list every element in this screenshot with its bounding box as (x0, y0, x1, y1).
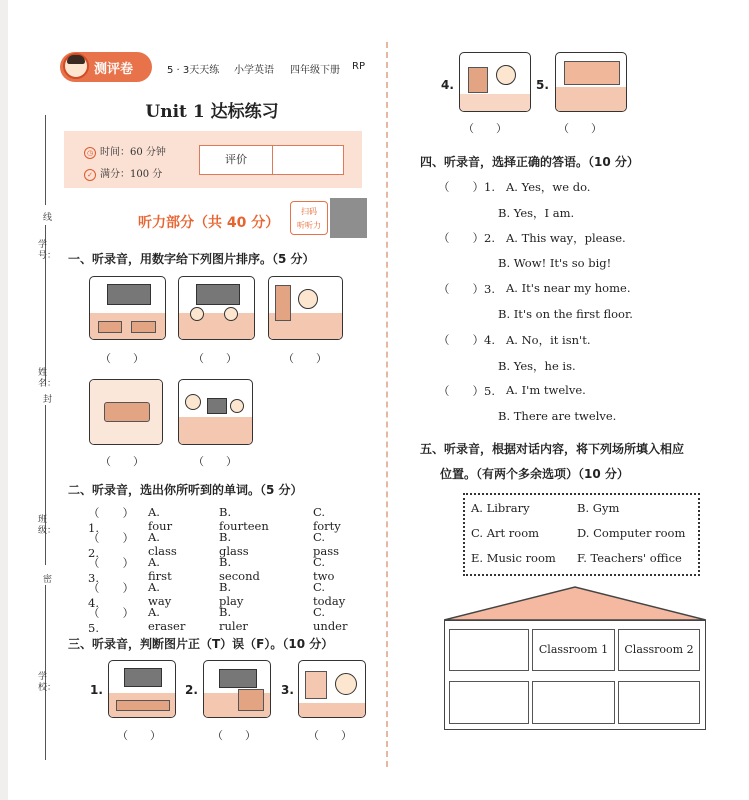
picture-number: 2. (185, 683, 198, 697)
option-c: C. forty (313, 505, 341, 533)
picture-number: 5. (536, 78, 549, 92)
name-label: 姓名： (38, 368, 57, 389)
q-number[interactable]: （ ）1. (88, 506, 134, 535)
section1-heading: 一、听录音，用数字给下列图片排序。（5 分） (68, 252, 315, 266)
listening-heading: 听力部分（共 40 分） (138, 215, 280, 231)
answer-b: B. Wow! It's so big! (498, 256, 612, 270)
answer-paren[interactable]: （ ） (100, 352, 144, 365)
answer-paren[interactable]: （ ） (193, 455, 237, 468)
answer-a: A. This way，please. (506, 231, 626, 245)
option-c: C. under (313, 605, 348, 633)
word-option: B. Gym (577, 501, 620, 515)
answer-b: B. Yes，he is. (498, 359, 576, 373)
picture-library-shelves (555, 52, 627, 112)
option-b: B. second (219, 555, 260, 583)
picture-classroom-desks (89, 276, 166, 340)
q-number[interactable]: （ ）1. (438, 180, 495, 194)
blank-room[interactable] (532, 681, 615, 724)
binding-mi-label: 密 (43, 575, 53, 585)
classroom-2: Classroom 2 (618, 629, 700, 671)
picture-girl-garden (459, 52, 531, 112)
option-a: A. eraser (148, 605, 186, 633)
word-option: C. Art room (471, 526, 540, 540)
check-icon: ✓ (84, 169, 96, 181)
answer-a: A. I'm twelve. (506, 383, 586, 397)
subject-name: 小学英语 (234, 65, 274, 76)
q-number[interactable]: （ ）5. (438, 384, 495, 398)
class-label: 班级： (38, 515, 57, 536)
answer-paren[interactable]: （ ） (558, 122, 602, 135)
blank-room[interactable] (618, 681, 700, 724)
picture-computer-room (178, 276, 255, 340)
picture-number: 1. (90, 683, 103, 697)
column-divider (386, 42, 388, 767)
mascot-icon (63, 53, 89, 79)
evaluation-label: 评价 (200, 146, 273, 174)
answer-paren[interactable]: （ ） (463, 122, 507, 135)
answer-paren[interactable]: （ ） (212, 729, 256, 742)
word-option: E. Music room (471, 551, 556, 565)
picture-table-tennis (89, 379, 163, 445)
answer-b: B. There are twelve. (498, 409, 617, 423)
section2-heading: 二、听录音，选出你所听到的单词。（5 分） (68, 483, 303, 497)
answer-a: A. No，it isn't. (506, 333, 591, 347)
listen-label: 听听力 (297, 221, 321, 230)
word-bank (463, 493, 700, 576)
answer-paren[interactable]: （ ） (100, 455, 144, 468)
option-a: A. four (148, 505, 173, 533)
picture-classroom (108, 660, 176, 718)
section3-heading: 三、听录音，判断图片正（T）误（F）。（10 分） (68, 637, 334, 651)
series-badge (60, 52, 152, 82)
school-building (444, 620, 706, 730)
scan-label: 扫码 (301, 207, 317, 216)
school-label: 学校： (38, 672, 57, 693)
badge-text: 测评卷 (94, 62, 134, 77)
option-a: A. way (148, 580, 172, 608)
word-option: F. Teachers' office (577, 551, 682, 565)
q-number[interactable]: （ ）3. (438, 282, 495, 296)
answer-paren[interactable]: （ ） (193, 352, 237, 365)
full-score: 满分：100 分 (100, 169, 163, 180)
blank-room[interactable] (449, 629, 529, 671)
option-c: C. two (313, 555, 335, 583)
qr-code[interactable] (330, 198, 367, 238)
grade-name: 四年级下册 (290, 65, 340, 76)
student-id-label: 学号： (38, 240, 57, 261)
section4-heading: 四、听录音，选择正确的答语。（10 分） (420, 155, 639, 169)
q-number[interactable]: （ ）4. (438, 333, 495, 347)
picture-girl-art (298, 660, 366, 718)
picture-number: 4. (441, 78, 454, 92)
q-number[interactable]: （ ）2. (88, 531, 134, 560)
answer-a: A. It's near my home. (506, 281, 631, 295)
option-b: B. play (219, 580, 244, 608)
scan-audio-badge[interactable] (290, 201, 328, 235)
answer-b: B. Yes，I am. (498, 206, 575, 220)
binding-line (45, 115, 46, 205)
option-b: B. fourteen (219, 505, 269, 533)
series-name: 5 · 3天天练 (167, 65, 220, 76)
classroom-1: Classroom 1 (532, 629, 615, 671)
answer-a: A. Yes，we do. (506, 180, 591, 194)
section5-heading-line2: 位置。（有两个多余选项）（10 分） (440, 467, 629, 481)
q-number[interactable]: （ ）4. (88, 581, 134, 610)
q-number[interactable]: （ ）3. (88, 556, 134, 585)
house-roof (444, 586, 706, 620)
option-c: C. pass (313, 530, 340, 558)
time-limit: 时间：60 分钟 (100, 147, 166, 158)
answer-b: B. It's on the first floor. (498, 307, 633, 321)
evaluation-box (199, 145, 344, 175)
answer-paren[interactable]: （ ） (308, 729, 352, 742)
option-c: C. today (313, 580, 346, 608)
picture-number: 3. (281, 683, 294, 697)
option-b: B. glass (219, 530, 249, 558)
option-a: A. class (148, 530, 177, 558)
edition-name: RP (352, 61, 365, 72)
page-title: Unit 1 达标练习 (145, 102, 279, 122)
picture-boys-computer (178, 379, 253, 445)
clock-icon: ◷ (84, 147, 96, 159)
option-a: A. first (148, 555, 172, 583)
blank-room[interactable] (449, 681, 529, 724)
binding-seal-label: 封 (43, 395, 53, 405)
word-option: D. Computer room (577, 526, 686, 540)
binding-line-label: 线 (43, 213, 53, 223)
option-b: B. ruler (219, 605, 248, 633)
picture-music-room (203, 660, 271, 718)
picture-girl-library (268, 276, 343, 340)
answer-paren[interactable]: （ ） (283, 352, 327, 365)
q-number[interactable]: （ ）2. (438, 231, 495, 245)
q-number[interactable]: （ ）5. (88, 606, 134, 635)
binding-line (45, 405, 46, 565)
answer-paren[interactable]: （ ） (117, 729, 161, 742)
word-option: A. Library (471, 501, 530, 515)
section5-heading: 五、听录音，根据对话内容，将下列场所填入相应 (420, 442, 685, 456)
